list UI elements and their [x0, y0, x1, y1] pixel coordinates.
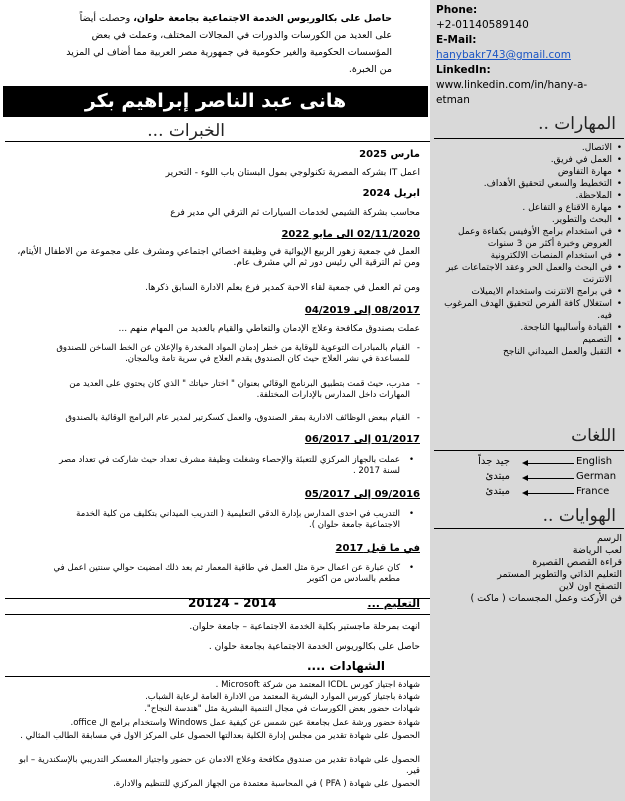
email-label: E-Mail: [436, 34, 477, 46]
language-name: English [576, 456, 613, 467]
skill-item: • في البحث والعمل الحر وعقد الاجتماعات عبر الانترنت [436, 262, 622, 286]
exp-bullet: • كان عبارة عن اعمال حرة مثل العمل في طاقية المعمار ثم بعد ذلك امضيت حوالي سنتين اعمل في مطعم بالسادس من اكتوبر [45, 563, 400, 585]
arrow-left-icon [524, 478, 574, 479]
intro-paragraph [60, 10, 392, 78]
skills-list [436, 142, 625, 358]
skills-divider [434, 138, 624, 139]
hobby-item: الرسم [596, 533, 622, 544]
education-title: التعليم ... [367, 597, 420, 610]
languages-divider [434, 450, 624, 451]
skill-item: • استغلال كافة الفرص لتحقيق الهدف المرغوب فيه. [436, 298, 622, 322]
certificate-item: شهادة حضور ورشة عمل بجامعة عين شمس عن كيفية عمل Windows واستخدام برامج ال office. [70, 718, 420, 728]
skill-item: • الملاحظة. [436, 190, 622, 202]
education-line: انهت بمرحلة ماجستير بكلية الخدمة الاجتماعية – جامعة حلوان. [189, 622, 420, 632]
hobbies-list [436, 533, 622, 605]
experience-title: الخبرات ... [147, 121, 225, 141]
certificate-item: الحصول على شهادة ( PFA ) في المحاسبة معتمدة من الجهاز المركزي للتنظيم والادارة. [113, 779, 420, 789]
exp-date: مارس 2025 [359, 149, 420, 160]
intro-bold: حاصل على بكالوريوس الخدمة الاجتماعية بجامعة حلوان، [133, 13, 392, 24]
skill-item: • في استخدام برامج الأوفيس بكفاءة وعمل العروض وخبرة أكثر من 3 سنوات [436, 226, 622, 250]
certificate-item: شهادة اجتياز كورس ICDL المعتمد من شركة Microsoft . [215, 680, 420, 690]
languages-title: اللغات [571, 426, 616, 446]
language-row [436, 471, 622, 486]
contact-block [436, 3, 622, 108]
skill-item: • العمل في فريق. [436, 154, 622, 166]
exp-dash-item: - مدرب، حيث قمت بتطبيق البرنامج الوقائي بعنوان " اختار حياتك " الذي كان يحتوي على العديد من المهارات داخل المدارس بالإدارات المختلفة. [38, 379, 410, 401]
hobby-item: لعب الرياضة [572, 545, 622, 556]
experience-divider [5, 141, 430, 142]
certificates-divider [5, 676, 430, 677]
email-link[interactable]: hanybakr743@gmail.com [436, 49, 571, 61]
exp-text: اعمل IT بشركه المصرية تكنولوجي بمول البستان باب اللوء - التحرير [165, 168, 420, 178]
language-level: مبتدئ [485, 471, 510, 482]
certificate-item: شهادة باجتياز كورس الموارد البشرية المعتمد من الادارة العامة لرعاية الشباب. [145, 692, 420, 702]
language-row [436, 456, 622, 471]
skill-item: • في برامج الانترنت واستخدام الايميلات [436, 286, 622, 298]
exp-bullet: • عملت بالجهاز المركزي للتعبئة والإحصاء وشغلت وظيفة مشرف تعداد حيث شاركت في تعداد مصر لسنة 2017 . [45, 455, 400, 477]
linkedin-label: LinkedIn: [436, 64, 491, 76]
phone-label: Phone: [436, 4, 478, 16]
education-years: 20124 - 2014 [188, 596, 277, 610]
phone-value: +2-01140589140 [436, 19, 529, 31]
certificate-item: شهادات حضور بعض الكورسات في مجال التنمية البشرية مثل "هندسة النجاح". [144, 704, 420, 714]
exp-date: 01/2017 إلى 06/2017 [304, 434, 420, 445]
exp-date: 02/11/2020 الى مايو 2022 [281, 229, 420, 240]
certificate-item: الحصول على شهادة تقدير من صندوق مكافحة وعلاج الادمان عن حضور واجتياز المعسكر التدريبي بالإسكندرية – ابو قير. [19, 755, 420, 776]
skill-item: • التصميم [436, 334, 622, 346]
education-divider [5, 614, 430, 615]
skill-item: • مهارة التفاوض [436, 166, 622, 178]
arrow-left-icon [524, 463, 574, 464]
linkedin-value-2[interactable]: etman [436, 94, 470, 106]
hobbies-title: الهوايات .. [542, 506, 616, 526]
linkedin-value-1[interactable]: www.linkedin.com/in/hany-a- [436, 79, 588, 91]
exp-date: في ما قبل 2017 [335, 543, 420, 554]
arrow-left-icon [524, 493, 574, 494]
skill-item: • القيادة وأساليبها الناجحة. [436, 322, 622, 334]
exp-date: ابريل 2024 [362, 188, 420, 199]
certificates-title: الشهادات .... [307, 659, 385, 673]
hobbies-divider [434, 528, 624, 529]
skills-title: المهارات .. [538, 114, 616, 134]
exp-bullet: • التدريب في احدى المدارس بإدارة الدقي التعليمية ( التدريب الميداني بتكليف من كلية الخدمة الاجتماعية جامعة حلوان ). [45, 509, 400, 531]
certificate-item: الحصول على شهادة تقدير من مجلس إدارة الكلية بعدالتها الحصول على المركز الاول في مسابقة الطالب المثالي . [20, 731, 420, 741]
exp-dash-item: - القيام ببعض الوظائف الادارية بمقر الصندوق، والعمل كسكرتير لمدير عام البرامج الوقائية بالصندوق [30, 413, 410, 424]
skill-item: • في استخدام المنصات الالكترونية [436, 250, 622, 262]
language-level: مبتدئ [485, 486, 510, 497]
exp-dash-item: - القيام بالمبادرات التوعوية للوقاية من خطر إدمان المواد المخدرة والإعلان عن الخط الساخن للصندوق للمساعدة في نشر العلاج حيث كان الصندوق يقدم العلاج في سرية تامة وبالمجان. [38, 343, 410, 365]
skill-item: • التخطيط والسعي لتحقيق الأهداف. [436, 178, 622, 190]
skill-item: • الاتصال. [436, 142, 622, 154]
exp-text: العمل في جمعية زهور الربيع الإيوائية في وظيفة اخصائي اجتماعي ومشرف على مجموعة من الاطفال الأيتام، ومن ثم الترقية الي رئيس دور ثم الي مشرف عام. [17, 247, 420, 268]
exp-date: 09/2016 إلى 05/2017 [304, 489, 420, 500]
name-banner: هانى عبد الناصر إبراهيم بكر [3, 86, 428, 117]
exp-text: ومن ثم العمل في جمعية لقاء الاحبة كمدير فرع بعلم الادارة السابق ذكرها. [145, 283, 420, 293]
hobby-item: التعليم الذاتي والتطوير المستمر [497, 569, 622, 580]
education-line: حاصل على بكالوريوس الخدمة الاجتماعية بجامعة حلوان . [208, 642, 420, 652]
exp-text: عملت بصندوق مكافحة وعلاج الإدمان والتعاطي والقيام بالعديد من المهام منهم ... [118, 324, 420, 334]
hobby-item: قراءة القصص القصيرة [532, 557, 622, 568]
intro-rest: وحصلت أيضاً على العديد من الكورسات والدورات في المجالات المختلف، وعملت في بعض المؤسسات الحكومية والغير حكومية في جمهورية مصر العربية مما أضاف لي المزيد من الخبرة. [66, 13, 392, 75]
language-name: France [576, 486, 610, 497]
skill-item: • التقبل والعمل الميداني الناجح [436, 346, 622, 358]
language-name: German [576, 471, 617, 482]
skill-item: • البحث والتطوير. [436, 214, 622, 226]
language-row [436, 486, 622, 501]
skill-item: • مهارة الاقناع و التفاعل . [436, 202, 622, 214]
hobby-item: فن الأركت وعمل المجسمات ( ماكت ) [470, 593, 622, 604]
exp-date: 08/2017 إلى 04/2019 [304, 305, 420, 316]
language-level: جيد جداً [478, 456, 510, 467]
exp-text: محاسب بشركة الشيمي لخدمات السيارات ثم الترقي الي مدير فرع [170, 208, 420, 218]
hobby-item: التصفح اون لاين [558, 581, 622, 592]
